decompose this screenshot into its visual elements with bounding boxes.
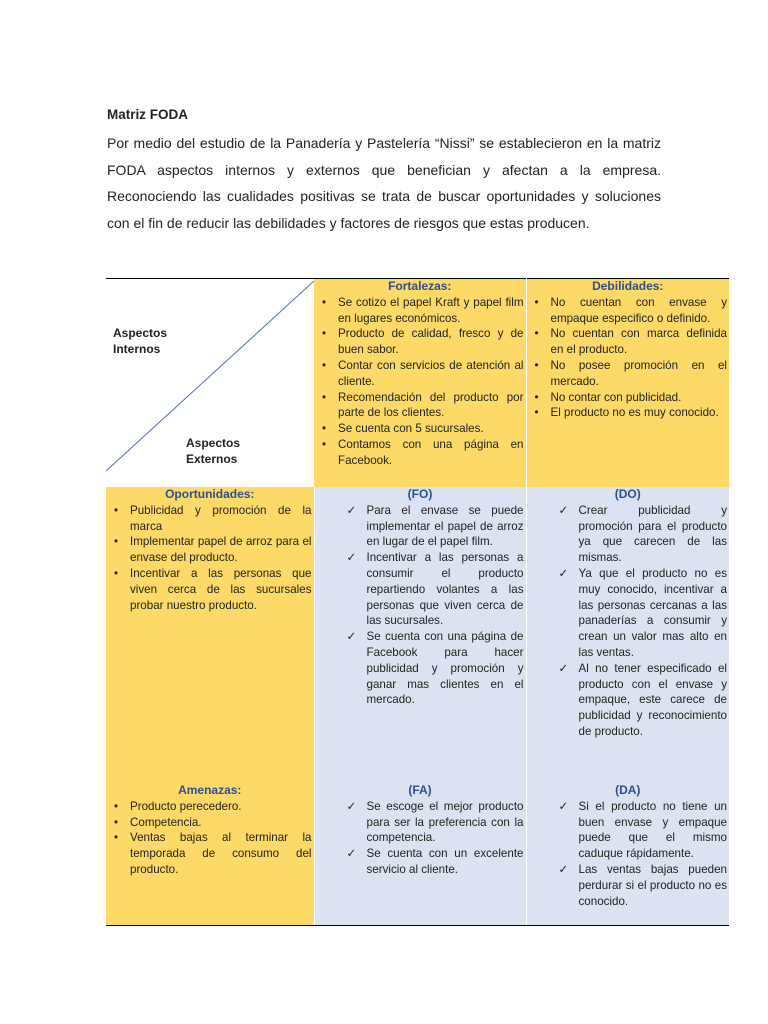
- list-item: • Contar con servicios de atención al cliente.: [316, 358, 524, 390]
- list-item: • No contar con publicidad.: [529, 390, 728, 406]
- list-oportunidades: [108, 503, 312, 614]
- document-title: Matriz FODA: [107, 107, 188, 122]
- list-debilidades: [529, 295, 728, 421]
- list-item: • Recomendación del producto por parte de los clientes.: [316, 390, 524, 422]
- list-item: ✓ Se cuenta con una página de Facebook para hacer publicidad y promoción y ganar mas clientes en el mercado.: [317, 629, 524, 708]
- list-item: ✓ Incentivar a las personas a consumir el producto repartiendo volantes a las personas que viven cerca de las sucursales.: [317, 550, 524, 629]
- heading-fo: (FO): [407, 487, 433, 501]
- list-item: • No posee promoción en el mercado.: [529, 358, 728, 390]
- list-item: ✓ Al no tener especificado el producto con el envase y empaque, este carece de publicidad y reconocimiento de producto.: [529, 661, 728, 740]
- heading-fa: (FA): [408, 783, 432, 797]
- heading-debilidades: Debilidades:: [592, 279, 664, 293]
- label-external-aspects: Aspectos Externos: [186, 436, 241, 466]
- cell-do: [526, 487, 729, 783]
- list-item: • Incentivar a las personas que viven cerca de las sucursales probar nuestro producto.: [108, 566, 312, 613]
- list-amenazas: [108, 799, 312, 878]
- list-item: ✓ Si el producto no tiene un buen envase y empaque puede que el mismo caduque rápidamente.: [529, 799, 728, 862]
- intro-paragraph: Por medio del estudio de la Panadería y Pastelería “Nissi” se establecieron en la matriz FODA aspectos internos y externos que benefician y afectan a la empresa. Reconociendo las cualidades positivas se trata de buscar oportunidades y soluciones con el fin de reducir las debilidades y factores de riesgos que estas producen.: [107, 135, 661, 231]
- list-item: ✓ Ya que el producto no es muy conocido, incentivar a las personas cercanas a las panaderías a consumir y crean un valor mas alto en las ventas.: [529, 566, 728, 661]
- list-item: ✓ Crear publicidad y promoción para el producto ya que carecen de las mismas.: [529, 503, 728, 566]
- cell-fo: [314, 487, 526, 783]
- list-item: ✓ Las ventas bajas pueden perdurar si el producto no es conocido.: [529, 862, 728, 909]
- list-do: [529, 503, 728, 740]
- list-item: • Producto de calidad, fresco y de buen sabor.: [316, 326, 524, 358]
- heading-fortalezas: Fortalezas:: [388, 279, 452, 293]
- cell-da: [526, 783, 729, 926]
- cell-debilidades: [526, 279, 729, 488]
- list-item: • Se cotizo el papel Kraft y papel film en lugares económicos.: [316, 295, 524, 327]
- foda-matrix: [106, 278, 729, 926]
- list-item: • Ventas bajas al terminar la temporada de consumo del producto.: [108, 830, 312, 877]
- list-fo: [317, 503, 524, 708]
- list-item: • Contamos con una página en Facebook.: [316, 437, 524, 469]
- list-fortalezas: [316, 295, 524, 469]
- list-da: [529, 799, 728, 910]
- cell-fortalezas: [314, 279, 526, 488]
- list-item: • No cuentan con envase y empaque especifico o definido.: [529, 295, 728, 327]
- list-item: • Implementar papel de arroz para el envase del producto.: [108, 534, 312, 566]
- list-item: ✓ Se cuenta con un excelente servicio al cliente.: [317, 846, 524, 878]
- list-item: • Se cuenta con 5 sucursales.: [316, 421, 524, 437]
- corner-cell: [106, 279, 314, 488]
- heading-amenazas: Amenazas:: [178, 783, 242, 797]
- cell-oportunidades: [106, 487, 314, 783]
- cell-amenazas: [106, 783, 314, 926]
- matrix-row-amenazas: [106, 783, 729, 926]
- list-item: ✓ Se escoge el mejor producto para ser la preferencia con la competencia.: [317, 799, 524, 846]
- heading-oportunidades: Oportunidades:: [165, 487, 255, 501]
- list-item: • El producto no es muy conocido.: [529, 405, 728, 421]
- list-item: • Competencia.: [108, 815, 312, 831]
- matrix-row-oportunidades: [106, 487, 729, 783]
- list-item: • No cuentan con marca definida en el producto.: [529, 326, 728, 358]
- list-item: ✓ Para el envase se puede implementar el papel de arroz en lugar de el papel film.: [317, 503, 524, 550]
- list-item: • Publicidad y promoción de la marca: [108, 503, 312, 535]
- heading-da: (DA): [615, 783, 641, 797]
- matrix-row-internal: [106, 279, 729, 488]
- list-fa: [317, 799, 524, 878]
- cell-fa: [314, 783, 526, 926]
- list-item: • Producto perecedero.: [108, 799, 312, 815]
- heading-do: (DO): [614, 487, 641, 501]
- label-internal-aspects: Aspectos Internos: [113, 326, 168, 356]
